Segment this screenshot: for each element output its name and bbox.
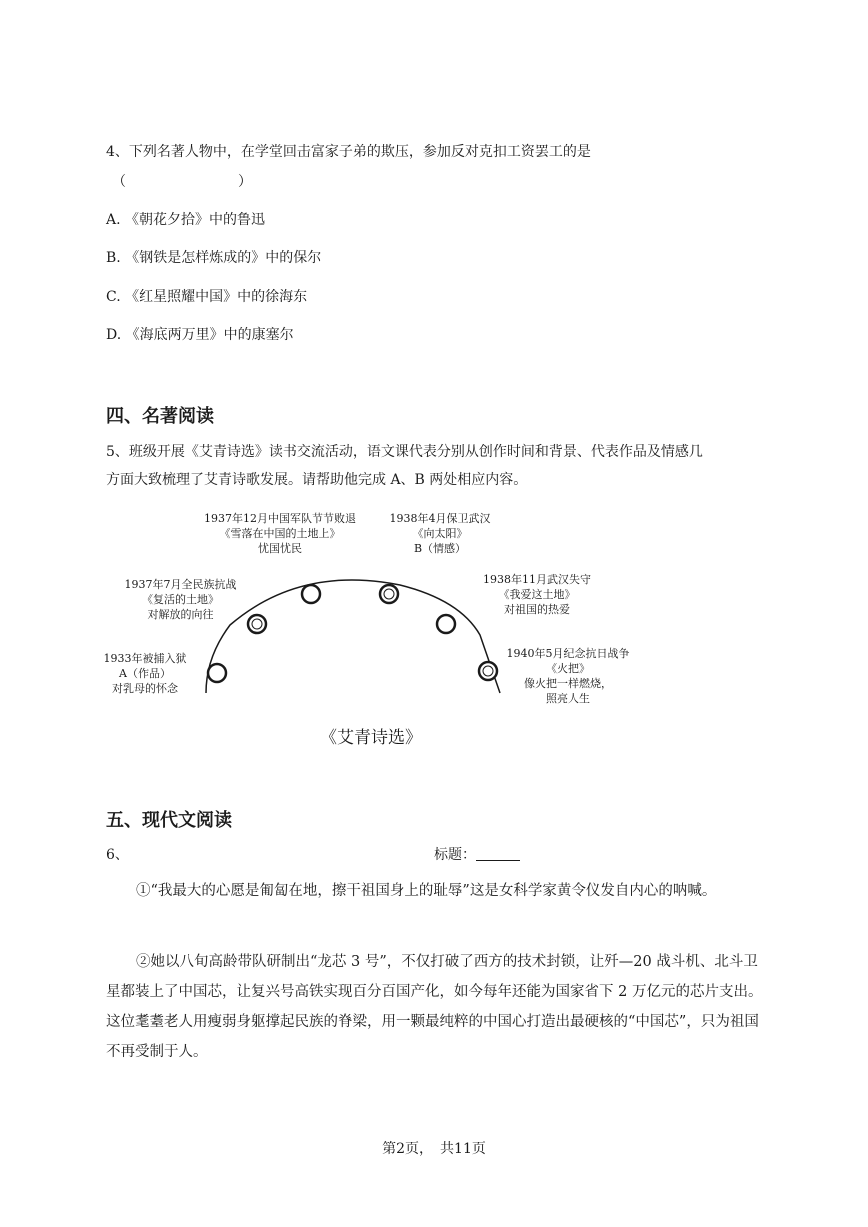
q4-answer-blank: （ ） [112, 174, 252, 190]
timeline-label-1937-7: 1937年7月全民族抗战 《复活的土地》 对解放的向往 [124, 578, 237, 621]
timeline-label-1940-5: 1940年5月纪念抗日战争 《火把》 像火把一样燃烧， 照亮人生 [506, 647, 630, 705]
timeline-label-1938-11: 1938年11月武汉失守 《我爱这土地》 对祖国的热爱 [483, 573, 591, 616]
timeline-diagram [100, 505, 660, 765]
paragraph-2: ②她以八旬高龄带队研制出“龙芯 3 号”，不仅打破了西方的技术封锁，让歼—20 战斗机、北斗卫星都装上了中国芯，让复兴号高铁实现百分百国产化，如今每年还能为国家省下 2 万亿元的芯片支出。这位耄耋老人用瘦弱身躯撑起民族的脊梁，用一颗最纯粹的中国心打造出最硬核的“中国芯”，只为祖国不再受制于人。 [106, 954, 763, 1060]
q4-option-c: C. 《红星照耀中国》中的徐海东 [106, 289, 308, 305]
timeline-node-1937-12 [302, 585, 320, 603]
timeline-node-1933 [208, 664, 226, 682]
timeline-arc [206, 580, 500, 693]
q4-option-a: A. 《朝花夕拾》中的鲁迅 [106, 212, 266, 228]
section-heading-5: 五、现代文阅读 [106, 810, 232, 831]
section-heading-4: 四、名著阅读 [106, 406, 214, 427]
q5-line-1: 5、班级开展《艾青诗选》读书交流活动，语文课代表分别从创作时间和背景、代表作品及情感几 [106, 444, 703, 460]
q5-line-2: 方面大致梳理了艾青诗歌发展。请帮助他完成 A、B 两处相应内容。 [106, 472, 528, 488]
timeline-node-1938-11 [437, 615, 455, 633]
timeline-label-1937-12: 1937年12月中国军队节节败退 《雪落在中国的土地上》 忧国忧民 [204, 512, 356, 555]
timeline-label-1933: 1933年被捕入狱 A（作品） 对乳母的怀念 [103, 652, 187, 695]
q6-title-label: 标题： [434, 847, 476, 863]
q4-stem: 4、下列名著人物中，在学堂回击富家子弟的欺压，参加反对克扣工资罢工的是 [106, 144, 591, 160]
q6-title-line [434, 845, 520, 865]
q4-option-d: D. 《海底两万里》中的康塞尔 [106, 327, 294, 343]
q6-title-blank [476, 846, 520, 861]
page-footer: 第2页， 共11页 [382, 1141, 486, 1157]
paragraph-1: ①“我最大的心愿是匍匐在地，擦干祖国身上的耻辱”这是女科学家黄令仪发自内心的呐喊。 [136, 883, 717, 899]
q4-option-b: B. 《钢铁是怎样炼成的》中的保尔 [106, 250, 322, 266]
diagram-title: 《艾青诗选》 [320, 728, 422, 748]
timeline-label-1938-4: 1938年4月保卫武汉 《向太阳》 B（情感） [389, 512, 491, 555]
q6-number: 6、 [106, 847, 129, 863]
